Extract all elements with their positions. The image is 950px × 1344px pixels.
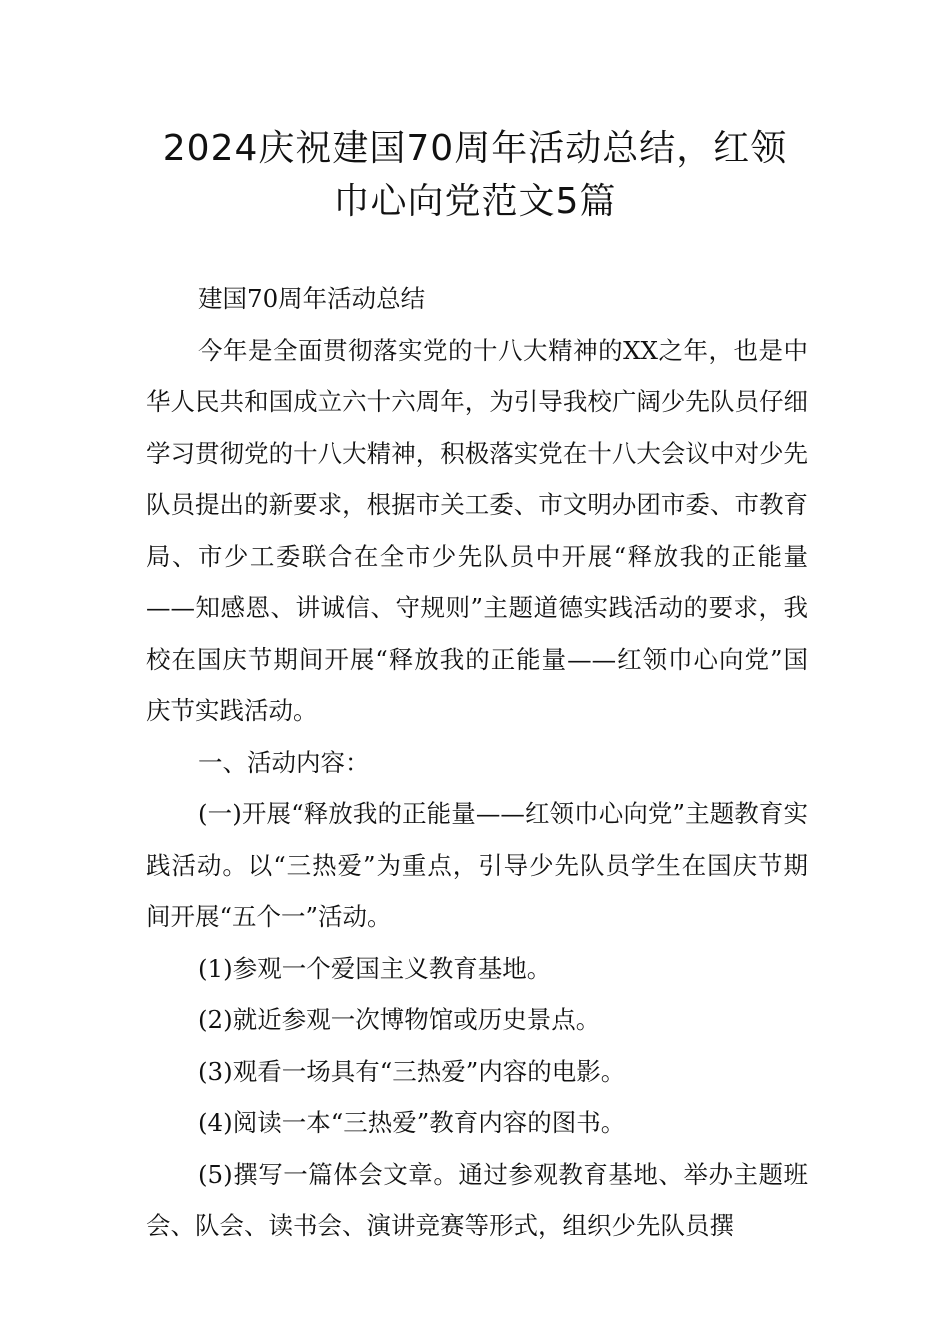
intro-paragraph: 今年是全面贯彻落实党的十八大精神的XX之年，也是中华人民共和国成立六十六周年，为引导我校广阔少先队员仔细学习贯彻党的十八大精神，积极落实党在十八大会议中对少先队员提出的新要求，根据市关工委、市文明办团市委、市教育局、市少工委联合在全市少先队员中开展“释放我的正能量——知感恩、讲诚信、守规则”主题道德实践活动的要求，我校在国庆节期间开展“释放我的正能量——红领巾心向党”国庆节实践活动。 (146, 335, 808, 725)
part-heading: 一、活动内容： (198, 747, 370, 777)
document-body (146, 273, 808, 1252)
title-line-2: 巾心向党范文5篇 (333, 181, 617, 222)
title-line-1: 2024庆祝建国70周年活动总结，红领 (162, 128, 788, 169)
section-heading: 建国70周年活动总结 (198, 284, 426, 313)
list-item: (3)观看一场具有“三热爱”内容的电影。 (198, 1056, 626, 1086)
list-item: (2)就近参观一次博物馆或历史景点。 (198, 1005, 601, 1034)
activity-paragraph: (一)开展“释放我的正能量——红领巾心向党”主题教育实践活动。以“三热爱”为重点，引导少先队员学生在国庆节期间开展“五个一”活动。 (146, 799, 808, 931)
list-item: (4)阅读一本“三热爱”教育内容的图书。 (198, 1108, 626, 1137)
document-title (130, 122, 820, 228)
list-item: (1)参观一个爱国主义教育基地。 (198, 953, 552, 983)
list-item: (5)撰写一篇体会文章。通过参观教育基地、举办主题班会、队会、读书会、演讲竞赛等形式，组织少先队员撰 (146, 1159, 808, 1240)
